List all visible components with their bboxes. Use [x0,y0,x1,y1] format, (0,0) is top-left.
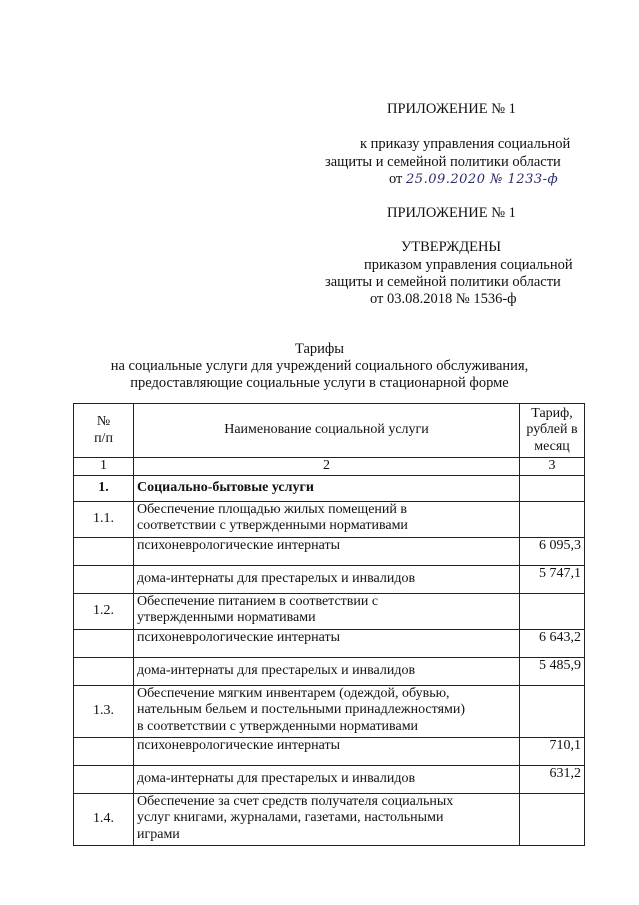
row-service-name [134,593,520,629]
row-tariff-value: 6 643,2 [520,629,585,657]
appendix-1-heading: ПРИЛОЖЕНИЕ № 1 [387,101,516,117]
approved-line-3: от 03.08.2018 № 1536-ф [370,291,517,307]
order-date-line [389,170,558,189]
column-number-3: 3 [520,458,585,476]
row-service-name: Социально-бытовые услуги [134,475,520,501]
service-name-line: нательным бельем и постельными принадлежностями) [137,702,466,717]
row-service-name: дома-интернаты для престарелых и инвалидов [134,657,520,685]
row-service-name [134,793,520,845]
table-row [74,793,585,845]
column-number-2: 2 [134,458,520,476]
row-number [74,657,134,685]
table-row [74,475,585,501]
row-tariff-value [520,793,585,845]
table-row [74,765,585,793]
approved-line-2: защиты и семейной политики области [325,274,561,290]
column-number-row [74,458,585,476]
row-tariff-value [520,501,585,537]
approved-heading: УТВЕРЖДЕНЫ [401,239,502,255]
table-row [74,629,585,657]
document-subtitle-1: на социальные услуги для учреждений социального обслуживания, [110,358,529,374]
service-name-line: Обеспечение за счет средств получателя социальных [137,793,454,809]
service-name-line: играми [137,826,180,842]
document-subtitle-2: предоставляющие социальные услуги в стационарной форме [130,375,509,391]
service-name-line: Обеспечение питанием в соответствии с [137,593,379,609]
order-from-label: от [389,171,403,187]
table-header-row [74,404,585,458]
row-service-name: дома-интернаты для престарелых и инвалидов [134,565,520,593]
row-number: 1.1. [74,501,134,537]
table-row [74,501,585,537]
order-line-1: к приказу управления социальной [360,136,571,152]
row-tariff-value: 710,1 [520,737,585,765]
handwritten-order-date-number: 25.09.2020 № 1233-ф [406,172,559,187]
row-number [74,537,134,565]
row-tariff-value: 5 747,1 [520,565,585,593]
row-number: 1.3. [74,685,134,737]
order-line-2: защиты и семейной политики области [325,154,561,170]
row-service-name: психоневрологические интернаты [134,629,520,657]
appendix-1-heading-repeat: ПРИЛОЖЕНИЕ № 1 [387,205,516,221]
row-number [74,737,134,765]
service-name-line: услуг книгами, журналами, газетами, настольными [137,810,444,825]
service-name-line: соответствии с утвержденными нормативами [137,518,408,533]
row-number [74,565,134,593]
service-name-line: Обеспечение площадью жилых помещений в [137,501,408,517]
header-cell-service-name: Наименование социальной услуги [134,404,520,458]
header-number-label: п/п [94,430,113,446]
row-number [74,629,134,657]
header-number-sign: № [96,414,111,429]
row-service-name: психоневрологические интернаты [134,737,520,765]
row-tariff-value [520,685,585,737]
row-tariff-value [520,593,585,629]
table-row [74,565,585,593]
header-tariff-line-2: рублей в [526,422,578,438]
header-cell-number [74,404,134,458]
table-row [74,537,585,565]
row-number: 1.4. [74,793,134,845]
row-service-name: дома-интернаты для престарелых и инвалидов [134,765,520,793]
row-number: 1. [74,475,134,501]
row-number: 1.2. [74,593,134,629]
row-service-name: психоневрологические интернаты [134,537,520,565]
document-title: Тарифы [294,341,345,357]
table-row [74,657,585,685]
header-tariff-line-3: месяц [534,438,570,454]
header-cell-tariff [520,404,585,458]
table-row [74,685,585,737]
row-service-name [134,685,520,737]
row-service-name [134,501,520,537]
approved-line-1: приказом управления социальной [364,257,573,273]
service-name-line: утвержденными нормативами [137,610,316,625]
column-number-1: 1 [74,458,134,476]
row-tariff-value: 631,2 [520,765,585,793]
row-number [74,765,134,793]
service-name-line: в соответствии с утвержденными нормативами [137,718,419,734]
tariff-table [73,403,585,846]
table-row [74,593,585,629]
row-tariff-value: 6 095,3 [520,537,585,565]
row-tariff-value [520,475,585,501]
row-tariff-value: 5 485,9 [520,657,585,685]
table-row [74,737,585,765]
service-name-line: Обеспечение мягким инвентарем (одеждой, обувью, [137,685,450,701]
header-tariff-line-1: Тариф, [531,405,573,421]
